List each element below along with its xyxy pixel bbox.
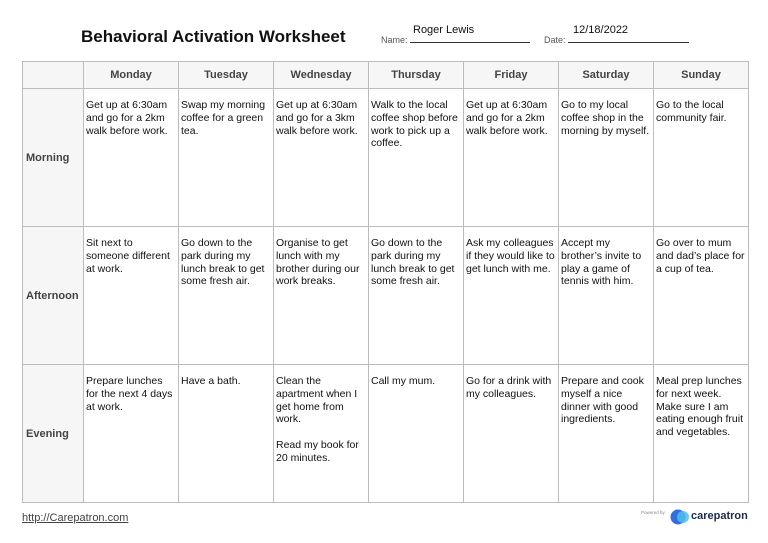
evening-saturday-cell[interactable]: Prepare and cook myself a nice dinner with good ingredients.: [559, 365, 654, 503]
morning-sunday-cell[interactable]: Go to the local community fair.: [654, 89, 749, 227]
row-label-evening: Evening: [23, 365, 84, 503]
afternoon-thursday-cell[interactable]: Go down to the park during my lunch break to get some fresh air.: [369, 227, 464, 365]
day-header-friday: Friday: [464, 62, 559, 89]
afternoon-tuesday-cell[interactable]: Go down to the park during my lunch break to get some fresh air.: [179, 227, 274, 365]
evening-wednesday-cell[interactable]: Clean the apartment when I get home from work. Read my book for 20 minutes.: [274, 365, 369, 503]
day-header-monday: Monday: [84, 62, 179, 89]
name-underline: [410, 42, 530, 43]
date-value[interactable]: 12/18/2022: [573, 24, 629, 36]
row-label-afternoon: Afternoon: [23, 227, 84, 365]
name-label: Name:: [381, 35, 408, 45]
morning-wednesday-cell[interactable]: Get up at 6:30am and go for a 3km walk before work.: [274, 89, 369, 227]
powered-by-label: Powered by: [641, 510, 665, 515]
carepatron-link[interactable]: http://Carepatron.com: [22, 512, 129, 524]
afternoon-sunday-cell[interactable]: Go over to mum and dad’s place for a cup of tea.: [654, 227, 749, 365]
morning-tuesday-cell[interactable]: Swap my morning coffee for a green tea.: [179, 89, 274, 227]
day-header-saturday: Saturday: [559, 62, 654, 89]
date-label: Date:: [544, 35, 566, 45]
evening-monday-cell[interactable]: Prepare lunches for the next 4 days at work.: [84, 365, 179, 503]
day-header-row: [23, 62, 749, 89]
corner-cell: [23, 62, 84, 89]
table-row: [23, 227, 749, 365]
carepatron-logo-icon: [670, 509, 690, 530]
day-header-sunday: Sunday: [654, 62, 749, 89]
name-value[interactable]: Roger Lewis: [413, 24, 475, 36]
day-header-wednesday: Wednesday: [274, 62, 369, 89]
afternoon-friday-cell[interactable]: Ask my colleagues if they would like to get lunch with me.: [464, 227, 559, 365]
morning-friday-cell[interactable]: Get up at 6:30am and go for a 2km walk before work.: [464, 89, 559, 227]
date-underline: [568, 42, 689, 43]
worksheet-title: Behavioral Activation Worksheet: [81, 27, 346, 46]
morning-saturday-cell[interactable]: Go to my local coffee shop in the morning by myself.: [559, 89, 654, 227]
evening-sunday-cell[interactable]: Meal prep lunches for next week. Make sure I am eating enough fruit and vegetables.: [654, 365, 749, 503]
evening-thursday-cell[interactable]: Call my mum.: [369, 365, 464, 503]
day-header-thursday: Thursday: [369, 62, 464, 89]
morning-thursday-cell[interactable]: Walk to the local coffee shop before work to pick up a coffee.: [369, 89, 464, 227]
morning-monday-cell[interactable]: Get up at 6:30am and go for a 2km walk before work.: [84, 89, 179, 227]
activity-table: [22, 61, 749, 503]
evening-tuesday-cell[interactable]: Have a bath.: [179, 365, 274, 503]
carepatron-brand-name: carepatron: [691, 510, 748, 522]
afternoon-saturday-cell[interactable]: Accept my brother’s invite to play a game of tennis with him.: [559, 227, 654, 365]
day-header-tuesday: Tuesday: [179, 62, 274, 89]
evening-friday-cell[interactable]: Go for a drink with my colleagues.: [464, 365, 559, 503]
afternoon-wednesday-cell[interactable]: Organise to get lunch with my brother during our work breaks.: [274, 227, 369, 365]
table-row: [23, 365, 749, 503]
table-row: [23, 89, 749, 227]
row-label-morning: Morning: [23, 89, 84, 227]
afternoon-monday-cell[interactable]: Sit next to someone different at work.: [84, 227, 179, 365]
